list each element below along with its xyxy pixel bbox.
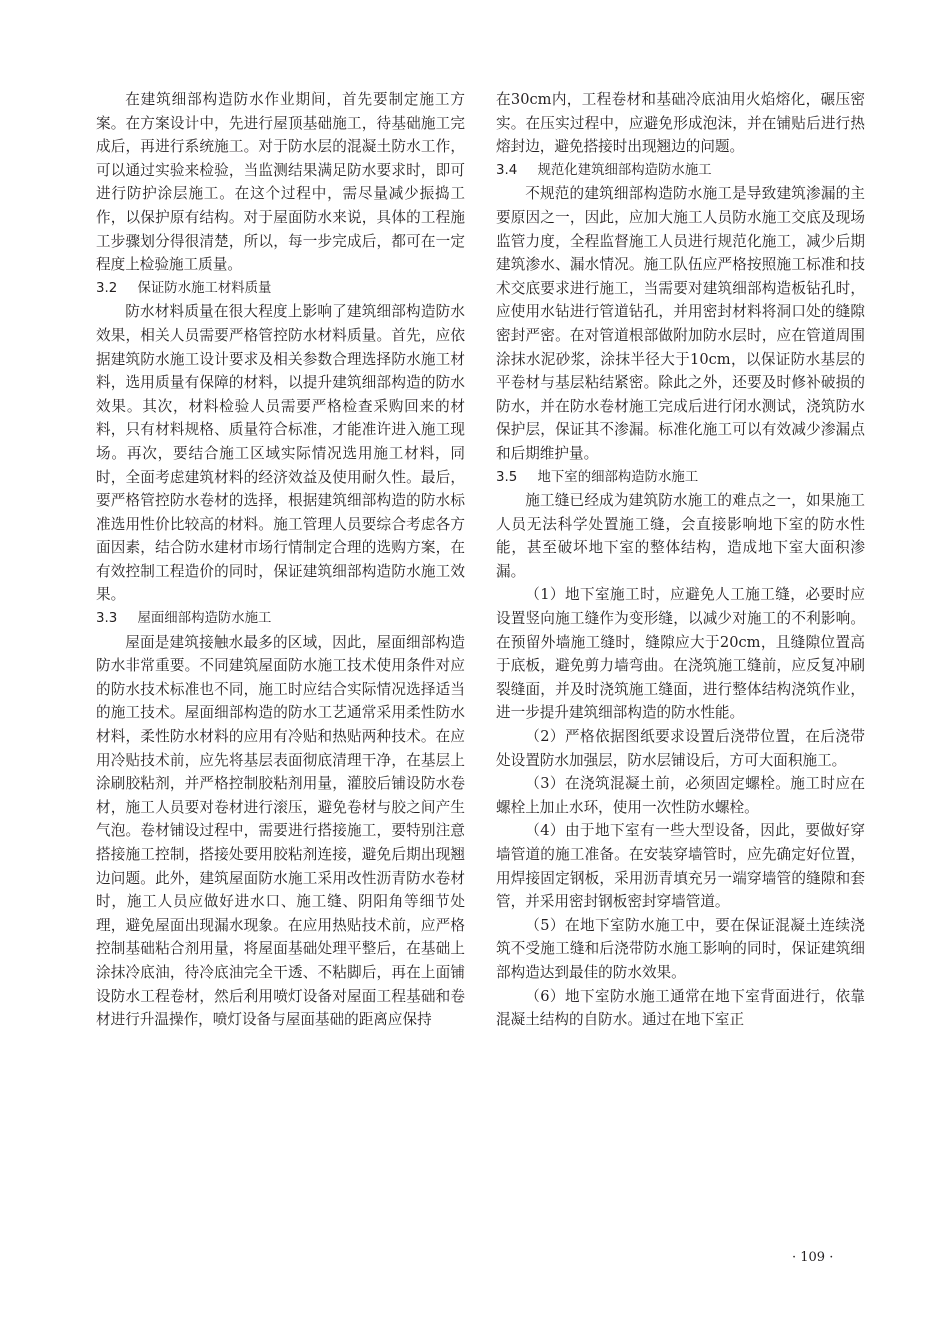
- section-title: 地下室的细部构造防水施工: [537, 469, 699, 485]
- list-item: （3）在浇筑混凝土前，必须固定螺栓。施工时应在螺栓上加止水环，使用一次性防水螺栓。: [496, 775, 865, 816]
- paragraph: 防水材料质量在很大程度上影响了建筑细部构造防水效果，相关人员需要严格管控防水材料质量。首先，应依据建筑防水施工设计要求及相关参数合理选择防水施工材料，选用质量有保障的材料，以提升建筑细部构造的防水效果。其次，材料检验人员需要严格检查采购回来的材料，只有材料规格、质量符合标准，才能准许进入施工现场。再次，要结合施工区域实际情况选用施工材料，同时，全面考虑建筑材料的经济效益及使用耐久性。最后，要严格管控防水卷材的选择，根据建筑细部构造的防水标准选用性价比较高的材料。施工管理人员要综合考虑各方面因素，结合防水建材市场行情制定合理的选购方案，在有效控制工程造价的同时，保证建筑细部构造防水施工效果。: [96, 303, 465, 604]
- paragraph: 施工缝已经成为建筑防水施工的难点之一，如果施工人员无法科学处置施工缝，会直接影响地下室的防水性能，甚至破坏地下室的整体结构，造成地下室大面积渗漏。: [496, 492, 865, 580]
- paragraph: 在建筑细部构造防水作业期间，首先要制定施工方案。在方案设计中，先进行屋顶基础施工，待基础施工完成后，再进行系统施工。对于防水层的混凝土防水工作，可以通过实验来检验，当监测结果满足防水要求时，即可进行防护涂层施工。在这个过程中，需尽量减少振捣工作，以保护原有结构。对于屋面防水来说，具体的工程施工步骤划分得很清楚，所以，每一步完成后，都可在一定程度上检验施工质量。: [96, 91, 465, 274]
- section-number: 3.3: [96, 611, 118, 627]
- list-item: （1）地下室施工时，应避免人工施工缝，必要时应设置竖向施工缝作为变形缝，以减少对施工的不利影响。在预留外墙施工缝时，缝隙应大于20cm，且缝隙位置高于底板，避免剪力墙弯曲。在浇筑施工缝前，应反复冲刷裂缝面，并及时浇筑施工缝面，进行整体结构浇筑作业，进一步提升建筑细部构造的防水性能。: [496, 586, 865, 722]
- section-number: 3.5: [496, 469, 518, 485]
- page-number: · 109 ·: [792, 1250, 834, 1265]
- section-heading: [496, 159, 865, 183]
- list-item: （2）严格依据图纸要求设置后浇带位置，在后浇带处设置防水加强层，防水层铺设后，方可大面积施工。: [496, 728, 865, 769]
- section-number: 3.4: [496, 162, 518, 178]
- section-title: 保证防水施工材料质量: [137, 280, 272, 296]
- left-column: [96, 88, 465, 1032]
- right-column: [496, 88, 865, 1032]
- section-heading: [496, 466, 865, 490]
- section-title: 屋面细部构造防水施工: [137, 611, 272, 627]
- paragraph-continuation: 在30cm内，工程卷材和基础冷底油用火焰熔化，碾压密实。在压实过程中，应避免形成泡沫，并在铺贴后进行热熔封边，避免搭接时出现翘边的问题。: [496, 91, 865, 156]
- list-item: （4）由于地下室有一些大型设备，因此，要做好穿墙管道的施工准备。在安装穿墙管时，应先确定好位置，用焊接固定钢板，采用沥青填充另一端穿墙管的缝隙和套管，并采用密封钢板密封穿墙管道。: [496, 822, 865, 911]
- list-item: （6）地下室防水施工通常在地下室背面进行，依靠混凝土结构的自防水。通过在地下室正: [496, 987, 865, 1029]
- section-heading: [96, 277, 465, 301]
- paragraph: 屋面是建筑接触水最多的区域，因此，屋面细部构造防水非常重要。不同建筑屋面防水施工技术使用条件对应的防水技术标准也不同，施工时应结合实际情况选择适当的施工技术。屋面细部构造的防水工艺通常采用柔性防水材料，柔性防水材料的应用有冷贴和热贴两种技术。在应用冷贴技术前，应先将基层表面彻底清理干净，在基层上涂刷胶粘剂，并严格控制胶粘剂用量，灌胶后铺设防水卷材，施工人员要对卷材进行滚压，避免卷材与胶之间产生气泡。卷材铺设过程中，需要进行搭接施工，要特别注意搭接施工控制，搭接处要用胶粘剂连接，避免后期出现翘边问题。此外，建筑屋面防水施工采用改性沥青防水卷材时，施工人员应做好进水口、施工缝、阴阳角等细节处理，避免屋面出现漏水现象。在应用热贴技术前，应严格控制基础粘合剂用量，将屋面基础处理平整后，在基础上涂抹冷底油，待冷底油完全干透、不粘脚后，再在上面铺设防水工程卷材，然后利用喷灯设备对屋面工程基础和卷材进行升温操作，喷灯设备与屋面基础的距离应保持: [96, 633, 465, 1029]
- section-title: 规范化建筑细部构造防水施工: [537, 162, 712, 178]
- section-heading: [96, 607, 465, 631]
- paragraph: 不规范的建筑细部构造防水施工是导致建筑渗漏的主要原因之一，因此，应加大施工人员防水施工交底及现场监管力度，全程监督施工人员进行规范化施工，减少后期建筑渗水、漏水情况。施工队伍应严格按照施工标准和技术交底要求进行施工，当需要对建筑细部构造板钻孔时，应使用水钻进行管道钻孔，并用密封材料将洞口处的缝隙密封严密。在对管道根部做附加防水层时，应在管道周围涂抹水泥砂浆，涂抹半径大于10cm，以保证防水基层的平卷材与基层粘结紧密。除此之外，还要及时修补破损的防水，并在防水卷材施工完成后进行闭水测试，浇筑防水保护层，保证其不渗漏。标准化施工可以有效减少渗漏点和后期维护量。: [496, 185, 865, 462]
- list-item: （5）在地下室防水施工中，要在保证混凝土连续浇筑不受施工缝和后浇带防水施工影响的同时，保证建筑细部构造达到最佳的防水效果。: [496, 916, 865, 981]
- section-number: 3.2: [96, 280, 118, 296]
